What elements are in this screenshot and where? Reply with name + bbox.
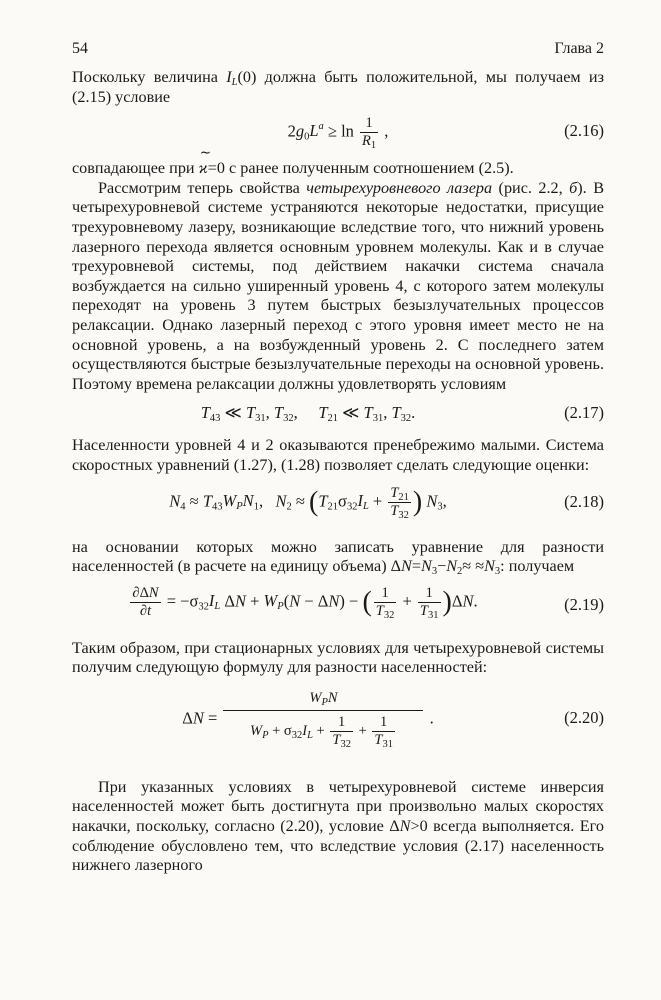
paragraph: При указанных условиях в четырехуровневой системе инверсия населенностей может быть достигнута при произвольно малых скоростях накачки, поскольку, согласно (2.20), условие ΔN>0 всегда выполняется. Его соблюдение обусловлено тем, что вследствие условия (2.17) населенность нижнего лазерного <box>72 777 605 875</box>
equation-2-20: ΔN = $W_PN$ $W_P + \sigma_{32}I_L$ + $\frac{1}{T_{32}}$ + $\frac{1}{T_{31}}$ . (2.20) <box>182 689 604 750</box>
equation-2-18: $N_4 \approx T_{43}W_PN_1$, $N_2 \approx (T_{21}\sigma_{32}I_L$ + $\frac{T_{21}}{T_{32}}$ ) $N_3$, (2.18) <box>169 484 604 521</box>
paragraph: Таким образом, при стационарных условиях для четырехуровневой системы получим следующую формулу для разности населенностей: <box>72 638 604 677</box>
equation-number: (2.18) <box>564 491 604 511</box>
equation-number: (2.17) <box>564 403 604 423</box>
equation-number: (2.20) <box>564 707 604 727</box>
paragraph: Поскольку величина $I_L(0)$ должна быть положительной, мы получаем из (2.15) условие <box>72 68 604 106</box>
equation-number: (2.16) <box>564 121 604 141</box>
paragraph: Рассмотрим теперь свойства четырехуровневого лазера (рис. 2.2, б). В четырехуровневой системе устраняются некоторые недостатки, присущие трехуровневому лазеру, возникающие вследствие того, что нижний уровень лазерного перехода является основным уровнем молекулы. Как и в случае трехуровневой системы, под действием накачки система сначала возбуждается на сильно уширенный уровень 4, с которого затем молекулы переходят на уровень 3 путем быстрых безызлучательных процессов релаксации. Однако лазерный переход с этого уровня имеет место не на основной уровень, а на возбужденный уровень 2. С последнего затем осуществляются быстрые безызлучательные переходы на основной уровень. Поэтому времена релаксации должны удовлетворять условиям <box>72 178 604 393</box>
equation-2-16: $2g_0L^a \ge \ln$ $\frac{1}{R_1}$ , (2.16) <box>287 115 604 152</box>
page <box>72 38 604 876</box>
page-number: 54 <box>72 40 88 57</box>
chapter-title: Глава 2 <box>554 40 604 57</box>
equation-2-19: $\frac{\partial\Delta N}{\partial t}$ = $-\sigma_{32}I_L$ $\Delta N + W_P(N - \Delta N)$ − ( $\frac{1}{T_{32}}$ + $\frac{1}{T_{31}}$ )ΔN. (2.19) <box>132 584 604 621</box>
equation-2-17: $T_{43}$ ≪ $T_{31}$, $T_{32}$, $T_{21}$ ≪ $T_{31}$, $T_{32}$. (2.17) <box>200 403 604 425</box>
running-header <box>72 38 604 68</box>
paragraph: Населенности уровней 4 и 2 оказываются пренебрежимо малыми. Система скоростных уравнений (1.27), (1.28) позволяет сделать следующие оценки: <box>72 436 604 474</box>
paragraph: совпадающее при ∼ ϰ=0 с ранее полученным соотношением (2.5). <box>72 159 604 179</box>
paragraph: на основании которых можно записать уравнение для разности населенностей (в расчете на единицу объема) $\Delta N=N_3-N_2\approx \approx N_3$: получаем <box>72 537 604 578</box>
equation-number: (2.19) <box>564 594 604 614</box>
